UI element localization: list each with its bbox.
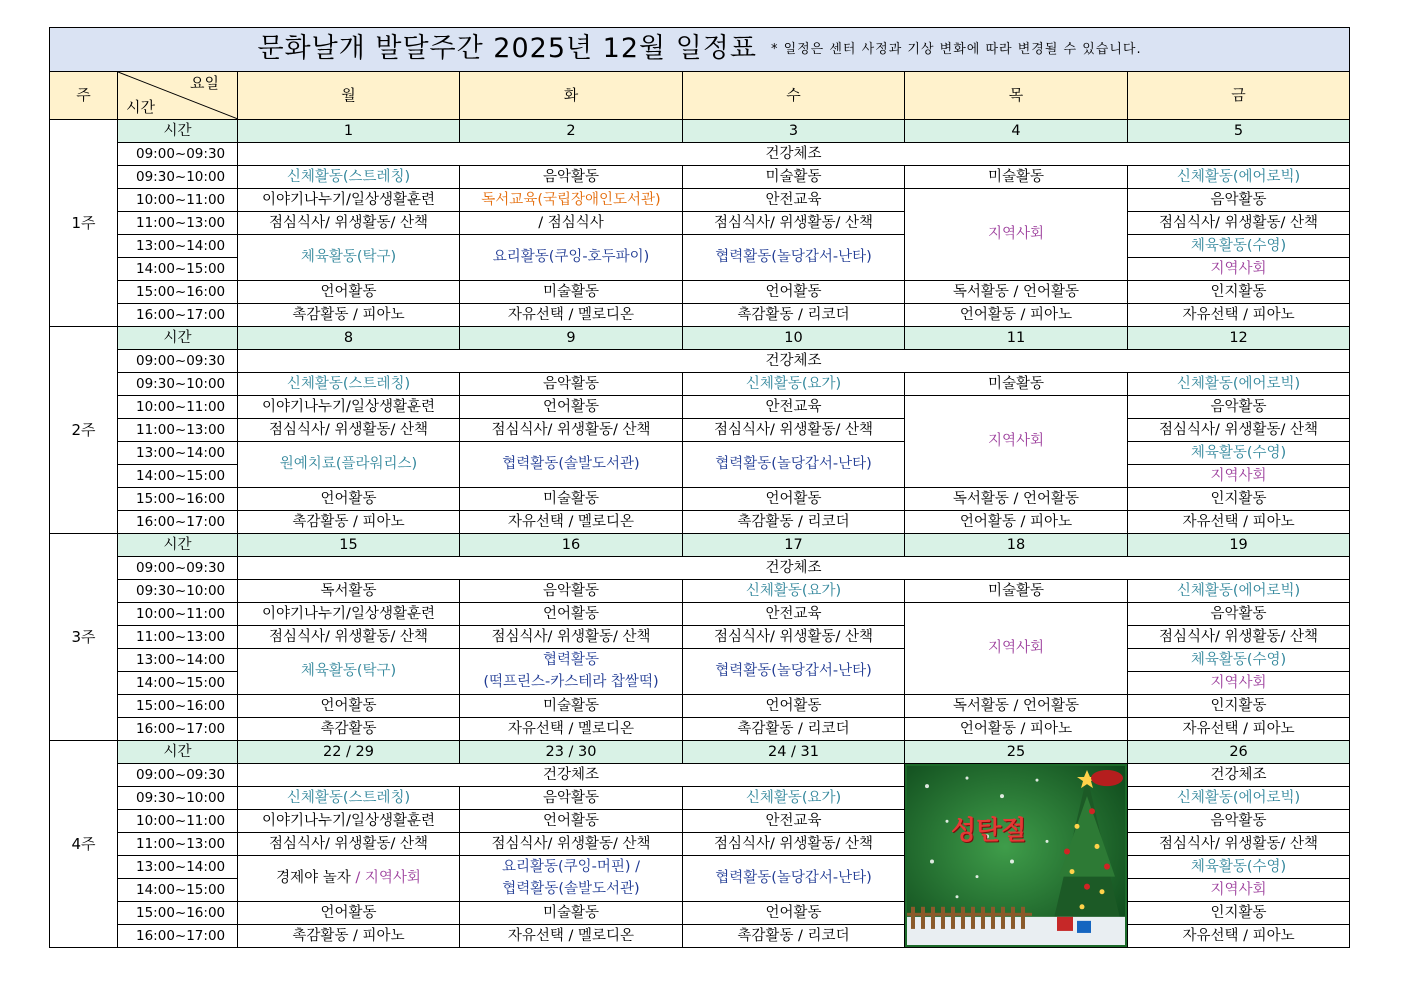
table-row xyxy=(50,694,1350,717)
header-diagonal-cell xyxy=(118,71,238,119)
time-slot: 16:00~17:00 xyxy=(118,924,238,947)
table-row xyxy=(50,901,1350,924)
week1-date-row xyxy=(50,119,1350,142)
activity-cell: 체육활동(수영) xyxy=(1128,234,1350,257)
activity-cell: 음악활동 xyxy=(460,372,683,395)
activity-cell: 요리활동(쿠잉-호두파이) xyxy=(460,234,683,280)
header-day-fri: 금 xyxy=(1128,71,1350,119)
table-row xyxy=(50,510,1350,533)
header-day-thu: 목 xyxy=(905,71,1128,119)
activity-cell: 언어활동 xyxy=(238,901,460,924)
table-row xyxy=(50,188,1350,211)
time-slot: 09:30~10:00 xyxy=(118,165,238,188)
activity-cell: 촉감활동 / 피아노 xyxy=(238,924,460,947)
week4-date-mon: 22 / 29 xyxy=(238,740,460,763)
time-slot: 09:00~09:30 xyxy=(118,556,238,579)
week2-date-thu: 11 xyxy=(905,326,1128,349)
activity-cell: 미술활동 xyxy=(460,901,683,924)
activity-line: 요리활동(쿠잉-머핀) / xyxy=(501,859,641,875)
activity-cell: 안전교육 xyxy=(683,809,905,832)
activity-cell: 신체활동(스트레칭) xyxy=(238,786,460,809)
week1-date-thu: 4 xyxy=(905,119,1128,142)
header-day-mon: 월 xyxy=(238,71,460,119)
christmas-image-cell xyxy=(905,763,1128,947)
activity-cell: 자유선택 / 피아노 xyxy=(1128,303,1350,326)
activity-cell: 촉감활동 xyxy=(238,717,460,740)
week3-date-fri: 19 xyxy=(1128,533,1350,556)
activity-cell: 독서교육(국립장애인도서관) xyxy=(460,188,683,211)
activity-cell: 언어활동 xyxy=(238,487,460,510)
week4-date-thu: 25 xyxy=(905,740,1128,763)
activity-line: 협력활동 xyxy=(542,652,600,668)
activity-cell: 언어활동 xyxy=(238,694,460,717)
activity-cell: 미술활동 xyxy=(905,165,1128,188)
table-row xyxy=(50,395,1350,418)
week2-date-wed: 10 xyxy=(683,326,905,349)
activity-cell: 협력활동(놀당갑서-난타) xyxy=(683,648,905,694)
activity-cell: 자유선택 / 멜로디온 xyxy=(460,303,683,326)
activity-cell: 미술활동 xyxy=(905,579,1128,602)
activity-cell: 점심식사/ 위생활동/ 산책 xyxy=(238,625,460,648)
week2-label: 2주 xyxy=(50,326,118,533)
health-exercise: 건강체조 xyxy=(238,349,1350,372)
activity-cell xyxy=(460,648,683,694)
activity-cell: 음악활동 xyxy=(460,165,683,188)
activity-cell: 점심식사/ 위생활동/ 산책 xyxy=(683,625,905,648)
time-slot: 11:00~13:00 xyxy=(118,211,238,234)
activity-cell: 안전교육 xyxy=(683,395,905,418)
activity-cell: 체육활동(수영) xyxy=(1128,441,1350,464)
activity-cell: 미술활동 xyxy=(683,165,905,188)
table-row xyxy=(50,763,1350,786)
activity-line: (떡프린스-카스테라 찹쌀떡) xyxy=(483,674,659,690)
table-row xyxy=(50,487,1350,510)
time-slot: 14:00~15:00 xyxy=(118,464,238,487)
activity-cell: 체육활동(탁구) xyxy=(238,234,460,280)
activity-cell: 언어활동 xyxy=(460,602,683,625)
table-row xyxy=(50,372,1350,395)
activity-cell: 지역사회 xyxy=(1128,257,1350,280)
time-slot: 09:00~09:30 xyxy=(118,142,238,165)
activity-cell: 협력활동(놀당갑서-난타) xyxy=(683,234,905,280)
activity-cell: 자유선택 / 피아노 xyxy=(1128,510,1350,533)
health-exercise: 건강체조 xyxy=(238,142,1350,165)
week2-time-label: 시간 xyxy=(118,326,238,349)
time-slot: 11:00~13:00 xyxy=(118,625,238,648)
activity-cell: 촉감활동 / 리코더 xyxy=(683,510,905,533)
schedule-note: * 일정은 센터 사정과 기상 변화에 따라 변경될 수 있습니다. xyxy=(770,41,1142,57)
activity-cell: 독서활동 / 언어활동 xyxy=(905,487,1128,510)
table-row xyxy=(50,625,1350,648)
activity-cell: 언어활동 xyxy=(683,901,905,924)
table-row xyxy=(50,349,1350,372)
header-row xyxy=(50,71,1350,119)
time-slot: 10:00~11:00 xyxy=(118,809,238,832)
week1-date-wed: 3 xyxy=(683,119,905,142)
schedule-table xyxy=(49,27,1350,948)
activity-cell: 지역사회 xyxy=(1128,671,1350,694)
time-slot: 13:00~14:00 xyxy=(118,855,238,878)
table-row xyxy=(50,579,1350,602)
activity-cell: 신체활동(스트레칭) xyxy=(238,165,460,188)
table-row xyxy=(50,786,1350,809)
week4-date-tue: 23 / 30 xyxy=(460,740,683,763)
activity-cell: 독서활동 / 언어활동 xyxy=(905,280,1128,303)
activity-cell: 안전교육 xyxy=(683,188,905,211)
time-slot: 16:00~17:00 xyxy=(118,717,238,740)
activity-cell: 언어활동 xyxy=(683,487,905,510)
time-slot: 11:00~13:00 xyxy=(118,832,238,855)
week3-date-tue: 16 xyxy=(460,533,683,556)
activity-cell: 자유선택 / 멜로디온 xyxy=(460,510,683,533)
time-slot: 09:00~09:30 xyxy=(118,349,238,372)
week1-time-label: 시간 xyxy=(118,119,238,142)
week2-date-row xyxy=(50,326,1350,349)
week4-label: 4주 xyxy=(50,740,118,947)
activity-cell: 이야기나누기/일상생활훈련 xyxy=(238,395,460,418)
table-row xyxy=(50,142,1350,165)
activity-cell: 음악활동 xyxy=(460,786,683,809)
activity-cell: 점심식사/ 위생활동/ 산책 xyxy=(238,832,460,855)
week2-date-fri: 12 xyxy=(1128,326,1350,349)
christmas-title: 성탄절 xyxy=(951,815,1027,846)
week3-label: 3주 xyxy=(50,533,118,740)
time-slot: 09:30~10:00 xyxy=(118,786,238,809)
activity-cell: 체육활동(수영) xyxy=(1128,855,1350,878)
activity-cell: 신체활동(에어로빅) xyxy=(1128,165,1350,188)
community-cell: 지역사회 xyxy=(905,602,1128,694)
time-slot: 14:00~15:00 xyxy=(118,671,238,694)
time-slot: 16:00~17:00 xyxy=(118,510,238,533)
header-yoil: 요일 xyxy=(190,73,219,92)
activity-cell: 점심식사/ 위생활동/ 산책 xyxy=(238,418,460,441)
time-slot: 11:00~13:00 xyxy=(118,418,238,441)
activity-cell: 독서활동 xyxy=(238,579,460,602)
time-slot: 13:00~14:00 xyxy=(118,441,238,464)
time-slot: 09:30~10:00 xyxy=(118,372,238,395)
activity-cell: 지역사회 xyxy=(1128,878,1350,901)
activity-cell: 협력활동(솔발도서관) xyxy=(460,441,683,487)
activity-cell: 미술활동 xyxy=(460,694,683,717)
activity-cell: 자유선택 / 멜로디온 xyxy=(460,924,683,947)
week2-date-tue: 9 xyxy=(460,326,683,349)
activity-line: 협력활동(솔발도서관) xyxy=(502,881,640,897)
table-row xyxy=(50,234,1350,257)
activity-cell: 미술활동 xyxy=(460,280,683,303)
activity-cell: 점심식사/ 위생활동/ 산책 xyxy=(460,418,683,441)
christmas-image xyxy=(907,766,1125,945)
time-slot: 10:00~11:00 xyxy=(118,602,238,625)
table-row xyxy=(50,809,1350,832)
activity-cell: 언어활동 xyxy=(460,809,683,832)
table-row xyxy=(50,832,1350,855)
schedule-title xyxy=(50,28,1350,72)
activity-text: 경제야 놀자 xyxy=(276,870,351,886)
activity-cell: 자유선택 / 피아노 xyxy=(1128,924,1350,947)
header-day-tue: 화 xyxy=(460,71,683,119)
week3-date-row xyxy=(50,533,1350,556)
community-cell: 지역사회 xyxy=(905,188,1128,280)
activity-cell: 촉감활동 / 리코더 xyxy=(683,717,905,740)
title-text: 문화날개 발달주간 2025년 12월 일정표 xyxy=(257,33,757,64)
time-slot: 15:00~16:00 xyxy=(118,694,238,717)
header-day-wed: 수 xyxy=(683,71,905,119)
activity-cell: 촉감활동 / 리코더 xyxy=(683,303,905,326)
activity-cell: 독서활동 / 언어활동 xyxy=(905,694,1128,717)
time-slot: 15:00~16:00 xyxy=(118,901,238,924)
week3-date-mon: 15 xyxy=(238,533,460,556)
activity-cell xyxy=(238,855,460,901)
time-slot: 10:00~11:00 xyxy=(118,188,238,211)
activity-cell: 언어활동 / 피아노 xyxy=(905,510,1128,533)
christmas-illustration xyxy=(907,766,1125,945)
time-slot: 14:00~15:00 xyxy=(118,878,238,901)
activity-cell: 자유선택 / 멜로디온 xyxy=(460,717,683,740)
activity-cell: 협력활동(놀당갑서-난타) xyxy=(683,441,905,487)
table-row xyxy=(50,924,1350,947)
activity-cell: 협력활동(놀당갑서-난타) xyxy=(683,855,905,901)
activity-cell: 인지활동 xyxy=(1128,280,1350,303)
activity-cell: 음악활동 xyxy=(460,579,683,602)
activity-cell: 음악활동 xyxy=(1128,602,1350,625)
activity-cell: 언어활동 / 피아노 xyxy=(905,303,1128,326)
activity-cell: 점심식사/ 위생활동/ 산책 xyxy=(460,832,683,855)
activity-cell: 체육활동(탁구) xyxy=(238,648,460,694)
activity-cell: / 점심식사 xyxy=(460,211,683,234)
activity-cell: 점심식사/ 위생활동/ 산책 xyxy=(1128,832,1350,855)
activity-cell: 점심식사/ 위생활동/ 산책 xyxy=(683,211,905,234)
activity-cell: 건강체조 xyxy=(1128,763,1350,786)
week4-date-fri: 26 xyxy=(1128,740,1350,763)
activity-cell: 인지활동 xyxy=(1128,487,1350,510)
activity-cell: 자유선택 / 피아노 xyxy=(1128,717,1350,740)
table-row xyxy=(50,441,1350,464)
activity-cell: 안전교육 xyxy=(683,602,905,625)
week3-time-label: 시간 xyxy=(118,533,238,556)
table-row xyxy=(50,855,1350,878)
activity-cell: 신체활동(에어로빅) xyxy=(1128,372,1350,395)
week4-date-row xyxy=(50,740,1350,763)
header-sigan: 시간 xyxy=(126,97,155,116)
activity-cell: 신체활동(에어로빅) xyxy=(1128,786,1350,809)
activity-cell: 점심식사/ 위생활동/ 산책 xyxy=(1128,211,1350,234)
activity-cell: 신체활동(에어로빅) xyxy=(1128,579,1350,602)
activity-cell: 점심식사/ 위생활동/ 산책 xyxy=(1128,418,1350,441)
time-slot: 13:00~14:00 xyxy=(118,648,238,671)
activity-cell: 신체활동(요가) xyxy=(683,579,905,602)
activity-cell: 점심식사/ 위생활동/ 산책 xyxy=(238,211,460,234)
activity-cell: 점심식사/ 위생활동/ 산책 xyxy=(1128,625,1350,648)
activity-cell: 신체활동(요가) xyxy=(683,786,905,809)
activity-cell: 이야기나누기/일상생활훈련 xyxy=(238,602,460,625)
activity-cell: 언어활동 xyxy=(683,694,905,717)
header-week: 주 xyxy=(50,71,118,119)
time-slot: 09:00~09:30 xyxy=(118,763,238,786)
activity-cell: 인지활동 xyxy=(1128,694,1350,717)
activity-cell: 원예치료(플라워리스) xyxy=(238,441,460,487)
time-slot: 14:00~15:00 xyxy=(118,257,238,280)
table-row xyxy=(50,280,1350,303)
time-slot: 15:00~16:00 xyxy=(118,280,238,303)
activity-cell: 음악활동 xyxy=(1128,809,1350,832)
activity-cell: 미술활동 xyxy=(460,487,683,510)
activity-cell: 미술활동 xyxy=(905,372,1128,395)
table-row xyxy=(50,717,1350,740)
week1-date-tue: 2 xyxy=(460,119,683,142)
community-cell: 지역사회 xyxy=(905,395,1128,487)
activity-cell: 이야기나누기/일상생활훈련 xyxy=(238,188,460,211)
activity-cell: 언어활동 xyxy=(238,280,460,303)
week3-date-thu: 18 xyxy=(905,533,1128,556)
health-exercise: 건강체조 xyxy=(238,763,905,786)
table-row xyxy=(50,165,1350,188)
table-row xyxy=(50,556,1350,579)
table-row xyxy=(50,303,1350,326)
activity-cell: 촉감활동 / 피아노 xyxy=(238,303,460,326)
activity-cell: 지역사회 xyxy=(1128,464,1350,487)
activity-cell: 언어활동 xyxy=(460,395,683,418)
activity-cell: 인지활동 xyxy=(1128,901,1350,924)
activity-cell: 음악활동 xyxy=(1128,188,1350,211)
table-row xyxy=(50,418,1350,441)
activity-cell: 신체활동(스트레칭) xyxy=(238,372,460,395)
week2-date-mon: 8 xyxy=(238,326,460,349)
week3-date-wed: 17 xyxy=(683,533,905,556)
activity-cell: 점심식사/ 위생활동/ 산책 xyxy=(683,832,905,855)
activity-cell: 촉감활동 / 피아노 xyxy=(238,510,460,533)
time-slot: 09:30~10:00 xyxy=(118,579,238,602)
time-slot: 15:00~16:00 xyxy=(118,487,238,510)
week1-label: 1주 xyxy=(50,119,118,326)
week4-date-wed: 24 / 31 xyxy=(683,740,905,763)
table-row xyxy=(50,211,1350,234)
table-row xyxy=(50,602,1350,625)
activity-cell: 신체활동(요가) xyxy=(683,372,905,395)
activity-cell: 촉감활동 / 리코더 xyxy=(683,924,905,947)
activity-cell: 음악활동 xyxy=(1128,395,1350,418)
activity-cell: 체육활동(수영) xyxy=(1128,648,1350,671)
activity-cell: 점심식사/ 위생활동/ 산책 xyxy=(460,625,683,648)
activity-cell: 이야기나누기/일상생활훈련 xyxy=(238,809,460,832)
time-slot: 16:00~17:00 xyxy=(118,303,238,326)
week1-date-mon: 1 xyxy=(238,119,460,142)
time-slot: 13:00~14:00 xyxy=(118,234,238,257)
activity-cell: 언어활동 / 피아노 xyxy=(905,717,1128,740)
activity-text-community: / 지역사회 xyxy=(355,870,421,886)
time-slot: 10:00~11:00 xyxy=(118,395,238,418)
week1-date-fri: 5 xyxy=(1128,119,1350,142)
table-row xyxy=(50,648,1350,671)
activity-cell xyxy=(460,855,683,901)
activity-cell: 언어활동 xyxy=(683,280,905,303)
week4-time-label: 시간 xyxy=(118,740,238,763)
health-exercise: 건강체조 xyxy=(238,556,1350,579)
activity-cell: 점심식사/ 위생활동/ 산책 xyxy=(683,418,905,441)
